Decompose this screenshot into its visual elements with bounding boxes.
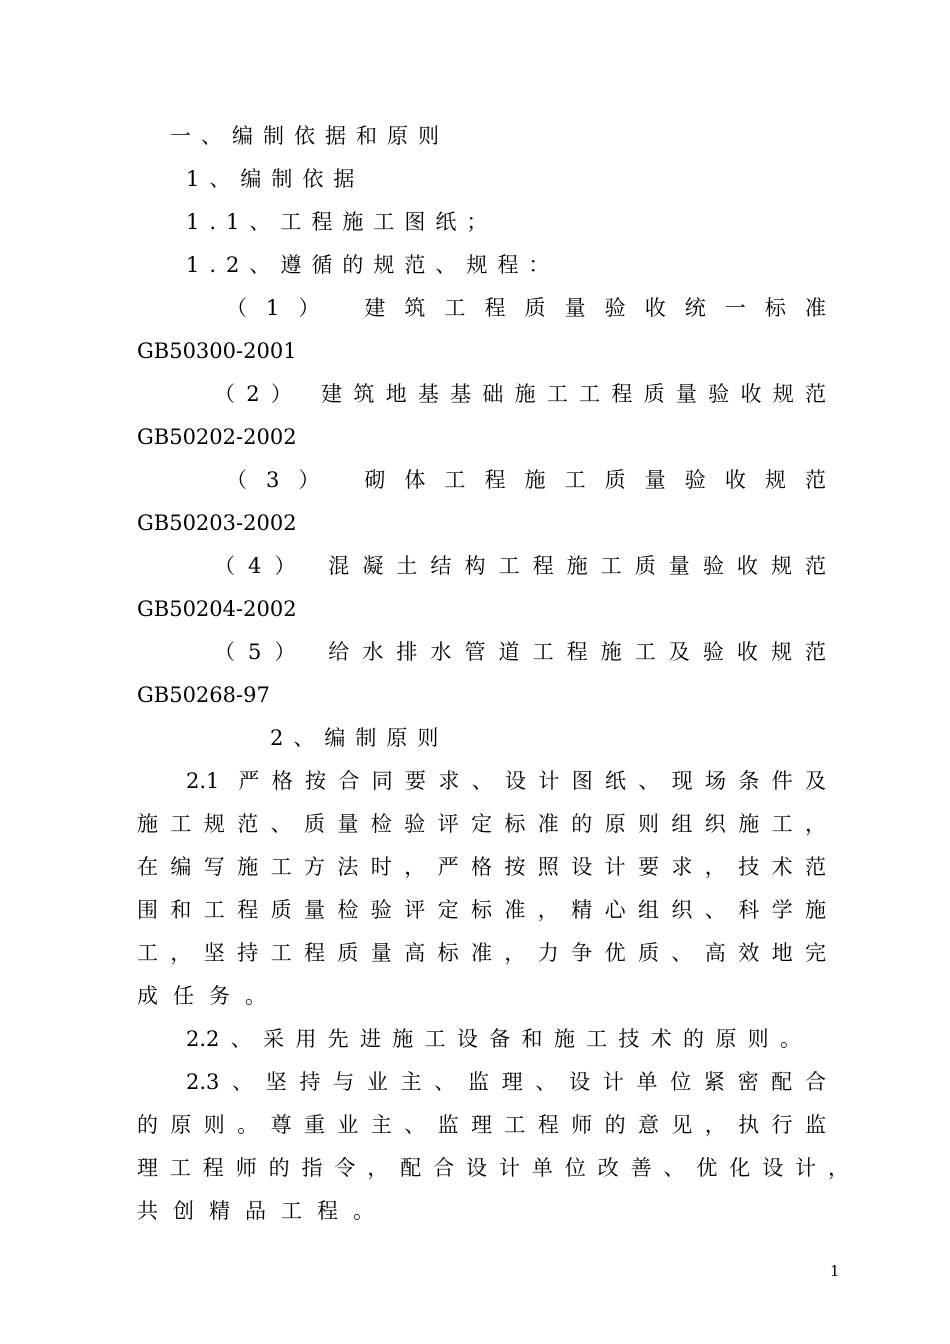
standard-line — [214, 380, 826, 408]
standard-name: 砌体工程施工质量验收规范 — [364, 468, 826, 492]
standard-line — [226, 294, 826, 322]
paragraph-line: 共创精品工程。 — [137, 1199, 389, 1223]
standard-code: GB50202-2002 — [137, 425, 297, 449]
standard-code: GB50300-2001 — [137, 339, 297, 363]
standard-line — [214, 552, 826, 580]
standard-code: GB50204-2002 — [137, 597, 297, 621]
subsection-title-principles: 2、编制原则 — [270, 726, 449, 750]
paragraph-line: 施工规范、质量检验评定标准的原则组织施工， — [137, 812, 826, 836]
standard-code: GB50203-2002 — [137, 511, 297, 535]
standard-prefix: （1） — [226, 296, 339, 320]
standard-line — [214, 638, 826, 666]
paragraph-line: 的原则。尊重业主、监理工程师的意见，执行监 — [137, 1113, 826, 1137]
standard-prefix: （5） — [214, 640, 309, 664]
paragraph-line: 2.2、采用先进施工设备和施工技术的原则。 — [186, 1027, 801, 1051]
paragraph-line: 2.1 严格按合同要求、设计图纸、现场条件及 — [186, 769, 826, 793]
paragraph-line: 理工程师的指令，配合设计单位改善、优化设计， — [137, 1156, 849, 1180]
paragraph-line: 在编写施工方法时，严格按照设计要求，技术范 — [137, 855, 826, 879]
paragraph-line: 工，坚持工程质量高标准，力争优质、高效地完 — [137, 941, 826, 965]
subsection-title-basis: 1、编制依据 — [186, 167, 365, 191]
standard-line — [226, 466, 826, 494]
standard-name: 混凝土结构工程施工质量验收规范 — [328, 554, 826, 578]
standard-name: 建筑地基基础施工工程质量验收规范 — [321, 382, 826, 406]
standard-prefix: （3） — [226, 468, 339, 492]
section-heading: 一、编制依据和原则 — [170, 124, 449, 148]
paragraph-line: 成任务。 — [137, 984, 281, 1008]
paragraph-line: 围和工程质量检验评定标准，精心组织、科学施 — [137, 898, 826, 922]
standard-prefix: （4） — [214, 554, 309, 578]
standard-code: GB50268-97 — [137, 683, 270, 707]
page-number: 1 — [830, 1262, 840, 1280]
standard-name: 建筑工程质量验收统一标准 — [364, 296, 826, 320]
paragraph-line: 2.3、坚持与业主、监理、设计单位紧密配合 — [186, 1070, 826, 1094]
basis-item-drawings: 1.1、工程施工图纸； — [186, 210, 498, 234]
standard-prefix: （2） — [214, 382, 304, 406]
standard-name: 给水排水管道工程施工及验收规范 — [328, 640, 826, 664]
basis-item-standards: 1.2、遵循的规范、规程： — [186, 253, 560, 277]
